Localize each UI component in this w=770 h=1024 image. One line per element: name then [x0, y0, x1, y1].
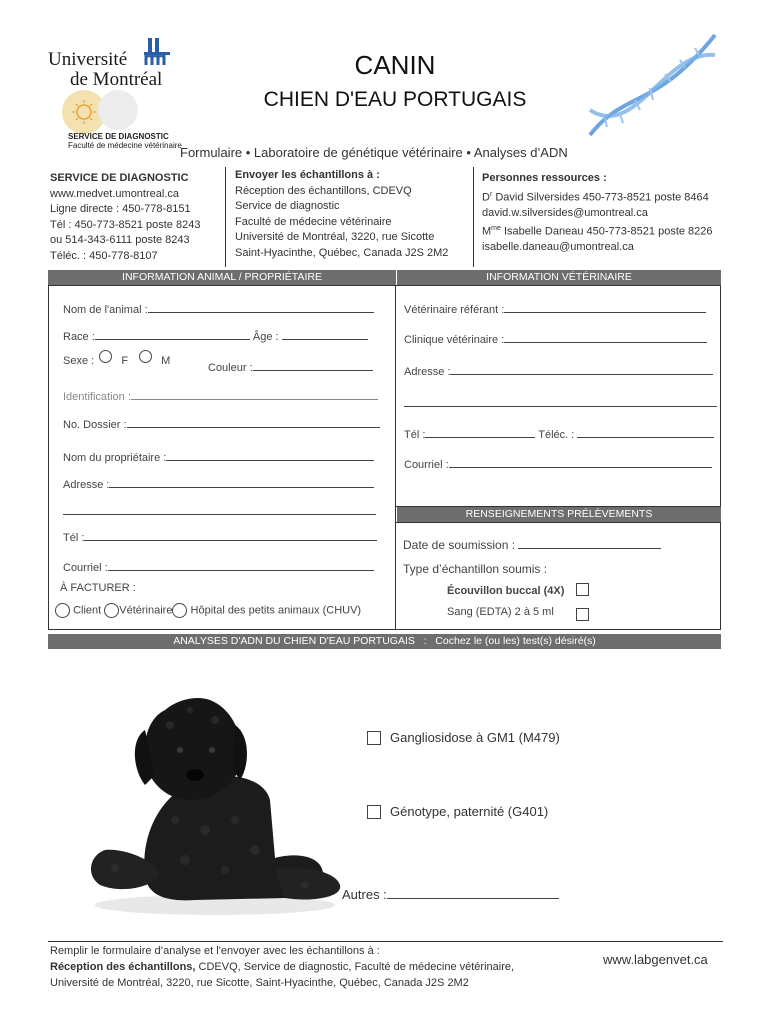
animal-name-line[interactable]: [148, 302, 374, 313]
vet-email-line[interactable]: [449, 457, 712, 468]
sex-f-radio[interactable]: [99, 350, 112, 363]
referring-vet-line[interactable]: [504, 302, 706, 313]
vet-email-field[interactable]: Courriel :: [404, 457, 712, 471]
vet-address-line[interactable]: [450, 364, 713, 375]
billing-options: Client Vétérinaire Hôpital des petits animaux (CHUV): [55, 603, 361, 618]
other-tests-line[interactable]: [387, 886, 559, 899]
race-field[interactable]: Race : Âge :: [63, 329, 368, 343]
submission-date-line[interactable]: [518, 538, 661, 549]
sex-field: Sexe : F M: [63, 355, 170, 367]
service-contact-column: SERVICE DE DIAGNOSTIC www.medvet.umontreal.ca Ligne directe : 450-778-8151 Tél : 450-773-8521 poste 8243 ou 514-343-6111 poste 8243 Téléc. : 450-778-8107: [50, 172, 201, 262]
race-line[interactable]: [95, 329, 250, 340]
footer-instructions: Remplir le formulaire d’analyse et l'envoyer avec les échantillons à : Réception des échantillons, CDEVQ, Service de diagnostic, Faculté de médecine vétérinaire, Université de Montréal, 3220, rue Sicotte, Saint-Hyacinthe, Québec, Canada J2S 2M2: [50, 945, 515, 989]
buccal-swab-checkbox[interactable]: [576, 583, 589, 596]
owner-email-field[interactable]: Courriel :: [63, 560, 374, 574]
billing-label: À FACTURER :: [60, 582, 136, 594]
file-number-line[interactable]: [127, 417, 380, 428]
owner-phone-line[interactable]: [84, 530, 377, 541]
form-subtitle: Formulaire • Laboratoire de génétique vétérinaire • Analyses d’ADN: [180, 145, 568, 160]
owner-address-line[interactable]: [109, 477, 374, 488]
portuguese-water-dog-image: [85, 680, 345, 920]
bill-hospital-radio[interactable]: [172, 603, 187, 618]
resource-people-column: Personnes ressources : $D^r$ David Silversides 450-773-8521 poste 8464 david.w.silversides@umontreal.ca $M^{me}$ Isabelle Daneau 450-773-8521 poste 8226 isabelle.daneau@umontreal.ca: [482, 172, 713, 254]
column-divider: [225, 167, 226, 267]
referring-vet-field[interactable]: Vétérinaire référant :: [404, 302, 706, 316]
website-link[interactable]: www.labgenvet.ca: [603, 952, 708, 967]
sample-type-label: Type d’échantillon soumis :: [403, 562, 548, 576]
service-diagnostic-caption: SERVICE DE DIAGNOSTIC Faculté de médecine vétérinaire: [68, 132, 182, 150]
animal-section-header: INFORMATION ANIMAL / PROPRIÉTAIRE: [48, 270, 396, 285]
footer-divider: [48, 941, 723, 942]
clinic-field[interactable]: Clinique vétérinaire :: [404, 332, 707, 346]
identification-field[interactable]: Identification :: [63, 389, 378, 403]
color-line[interactable]: [253, 360, 373, 371]
breed-title: CHIEN D'EAU PORTUGAIS: [263, 88, 527, 111]
owner-phone-field[interactable]: Tél :: [63, 530, 377, 544]
vet-address-field[interactable]: Adresse :: [404, 364, 713, 378]
buccal-swab-label: Écouvillon buccal (4X): [447, 585, 565, 597]
vet-phone-line[interactable]: [425, 427, 535, 438]
other-tests-field[interactable]: Autres :: [342, 886, 559, 902]
test-gm1-label: Gangliosidose à GM1 (M479): [390, 730, 560, 745]
dna-helix-icon: [585, 30, 720, 140]
owner-name-line[interactable]: [166, 450, 374, 461]
bill-client-radio[interactable]: [55, 603, 70, 618]
test-gm1-checkbox[interactable]: [367, 731, 381, 745]
page-title: CANIN: [354, 50, 436, 80]
test-genotype-checkbox[interactable]: [367, 805, 381, 819]
vet-phone-field[interactable]: Tél : Téléc. :: [404, 427, 714, 441]
owner-address-field[interactable]: Adresse :: [63, 477, 374, 491]
owner-email-line[interactable]: [108, 560, 374, 571]
submission-date-field[interactable]: Date de soumission :: [403, 538, 661, 552]
sampling-section-header: RENSEIGNEMENTS PRÉLÈVEMENTS: [397, 507, 721, 522]
blood-sample-checkbox[interactable]: [576, 608, 589, 621]
vet-section-header: INFORMATION VÉTÉRINAIRE: [397, 270, 721, 285]
send-samples-column: Envoyer les échantillons à : Réception des échantillons, CDEVQ Service de diagnostic Faculté de médecine vétérinaire Université de Montréal, 3220, rue Sicotte Saint-Hyacinthe, Québec, Canada J2S 2M2: [235, 169, 449, 259]
blood-sample-label: Sang (EDTA) 2 à 5 ml: [447, 606, 554, 618]
identification-line[interactable]: [131, 389, 378, 400]
analyses-section-header: ANALYSES D'ADN DU CHIEN D'EAU PORTUGAIS : Cochez le (ou les) test(s) désiré(s): [48, 634, 721, 649]
vet-address-line-2[interactable]: [404, 396, 717, 407]
animal-name-field[interactable]: Nom de l'animal :: [63, 302, 374, 316]
test-genotype-label: Génotype, paternité (G401): [390, 804, 549, 819]
age-line[interactable]: [282, 329, 368, 340]
bill-vet-radio[interactable]: [104, 603, 119, 618]
color-field[interactable]: Couleur :: [208, 360, 373, 374]
universite-logo-text: Université de Montréal: [48, 49, 163, 90]
owner-name-field[interactable]: Nom du propriétaire :: [63, 450, 374, 464]
vet-fax-line[interactable]: [577, 427, 714, 438]
clinic-line[interactable]: [504, 332, 707, 343]
file-number-field[interactable]: No. Dossier :: [63, 417, 380, 431]
owner-address-line-2[interactable]: [63, 504, 376, 515]
sex-m-radio[interactable]: [139, 350, 152, 363]
column-divider: [473, 167, 474, 267]
